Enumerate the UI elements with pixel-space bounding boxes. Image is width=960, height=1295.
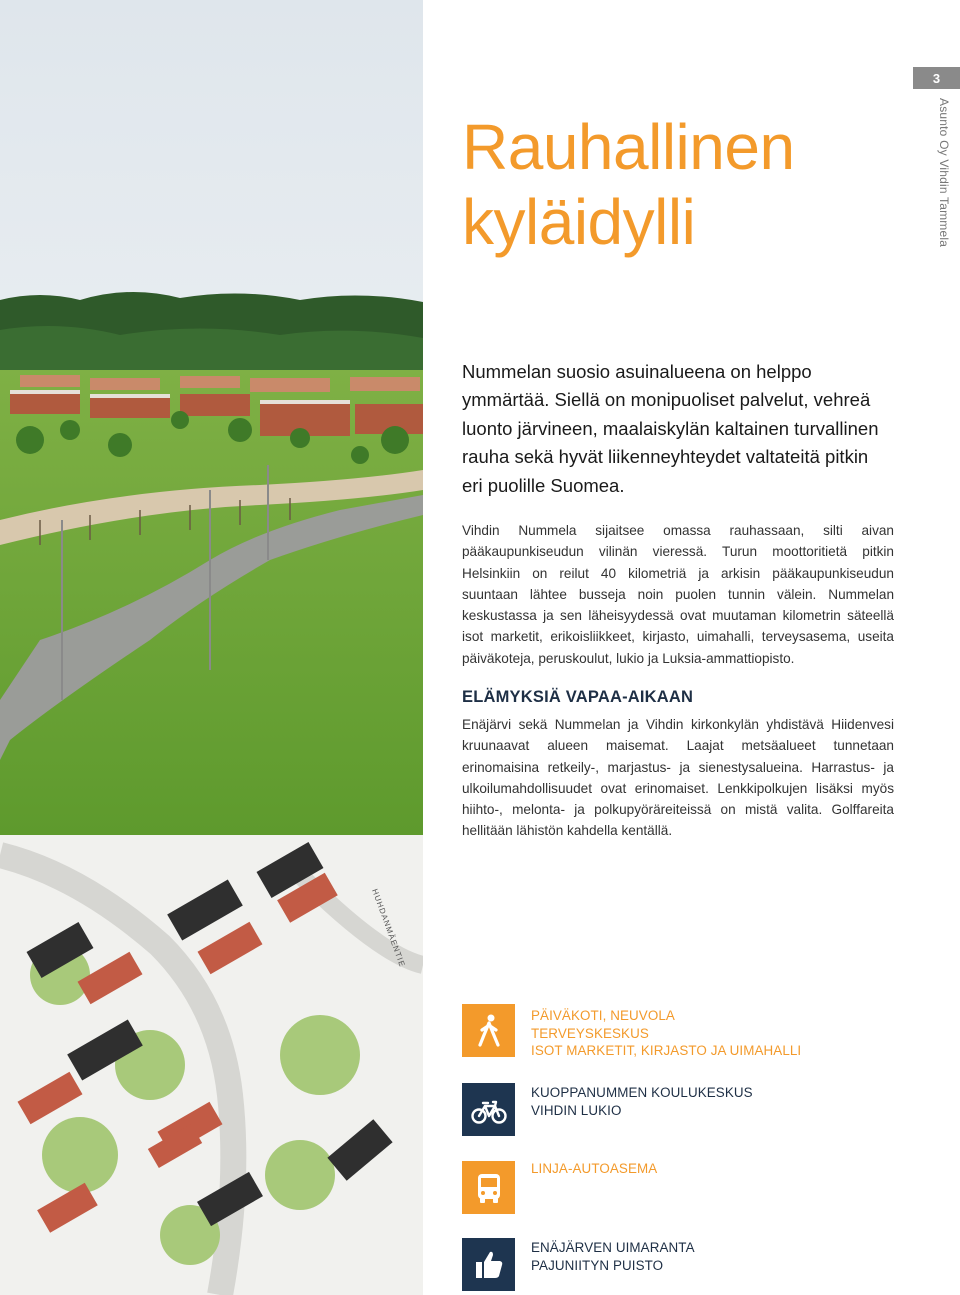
page-number: 3 — [913, 67, 960, 89]
service-icon-box-2 — [462, 1083, 515, 1136]
service-label-4 — [531, 1239, 695, 1274]
service-label-1 — [531, 1007, 801, 1060]
service-line: VIHDIN LUKIO — [531, 1102, 622, 1118]
page-title — [462, 110, 795, 260]
title-line-2: kyläidylli — [462, 186, 696, 258]
title-line-1: Rauhallinen — [462, 111, 795, 183]
map-street-label: HUHDANMÄENTIE — [370, 887, 407, 969]
side-label: Asunto Oy Vihdin Tammela — [937, 98, 951, 248]
service-icon-box-4 — [462, 1238, 515, 1291]
service-label-3 — [531, 1160, 657, 1178]
body-paragraph-2: Enäjärvi sekä Nummelan ja Vihdin kirkonkylän yhdistävä Hiidenvesi kruunaavat alueen maisemat. Laajat metsäalueet tunnetaan erinomaisina retkeily-, marjastus- ja sienestysalueina. Harrastus- ja ulkoilumahdollisuudet ovat erinomaiset. Lenkkipolkujen lisäksi myös hiihto-, melonta- ja polkupyöräreiteissä on mistä valita. Golffareita hellitään lähistön kahdella kentällä. — [462, 717, 894, 839]
service-line: TERVEYSKESKUS — [531, 1025, 649, 1041]
bus-icon — [471, 1170, 507, 1206]
site-plan-map — [0, 835, 423, 1295]
service-icon-box-3 — [462, 1161, 515, 1214]
bicycle-icon — [471, 1092, 507, 1128]
service-line: KUOPPANUMMEN KOULUKESKUS — [531, 1085, 753, 1100]
service-line: LINJA-AUTOASEMA — [531, 1161, 658, 1176]
service-line: PAJUNIITYN PUISTO — [531, 1257, 664, 1273]
village-photo — [0, 0, 423, 835]
service-label-2 — [531, 1084, 753, 1119]
service-line: ISOT MARKETIT, KIRJASTO JA UIMAHALLI — [531, 1043, 802, 1058]
section-heading: ELÄMYKSIÄ VAPAA-AIKAAN — [462, 688, 694, 706]
lead-paragraph: Nummelan suosio asuinalueena on helppo ymmärtää. Siellä on monipuoliset palvelut, vehreä luonto järvineen, maalaiskylän kaltainen turvallinen rauha sekä hyvät liikenneyhteydet valtateitä pitkin eri puolille Suomea. — [462, 361, 879, 496]
body-paragraph-1: Vihdin Nummela sijaitsee omassa rauhassaan, silti aivan pääkaupunkiseudun vilinän vieressä. Turun moottoritietä pitkin Helsinkiin on reilut 40 kilometriä ja arkisin pääkaupunkiseudun suuntaan lähtee busseja noin puolen tunnin välein. Nummelan keskustassa ja sen läheisyydessä ovat muutaman kilometrin säteellä isot marketit, erikoisliikkeet, kirjasto, uimahalli, terveysasema, useita päiväkoteja, peruskoulut, lukio ja Luksia-ammattiopisto. — [462, 523, 894, 666]
service-line: PÄIVÄKOTI, NEUVOLA — [531, 1008, 675, 1023]
thumbs-up-icon — [471, 1247, 507, 1283]
service-line: ENÄJÄRVEN UIMARANTA — [531, 1240, 695, 1255]
service-icon-box-1 — [462, 1004, 515, 1057]
walking-icon — [471, 1013, 507, 1049]
